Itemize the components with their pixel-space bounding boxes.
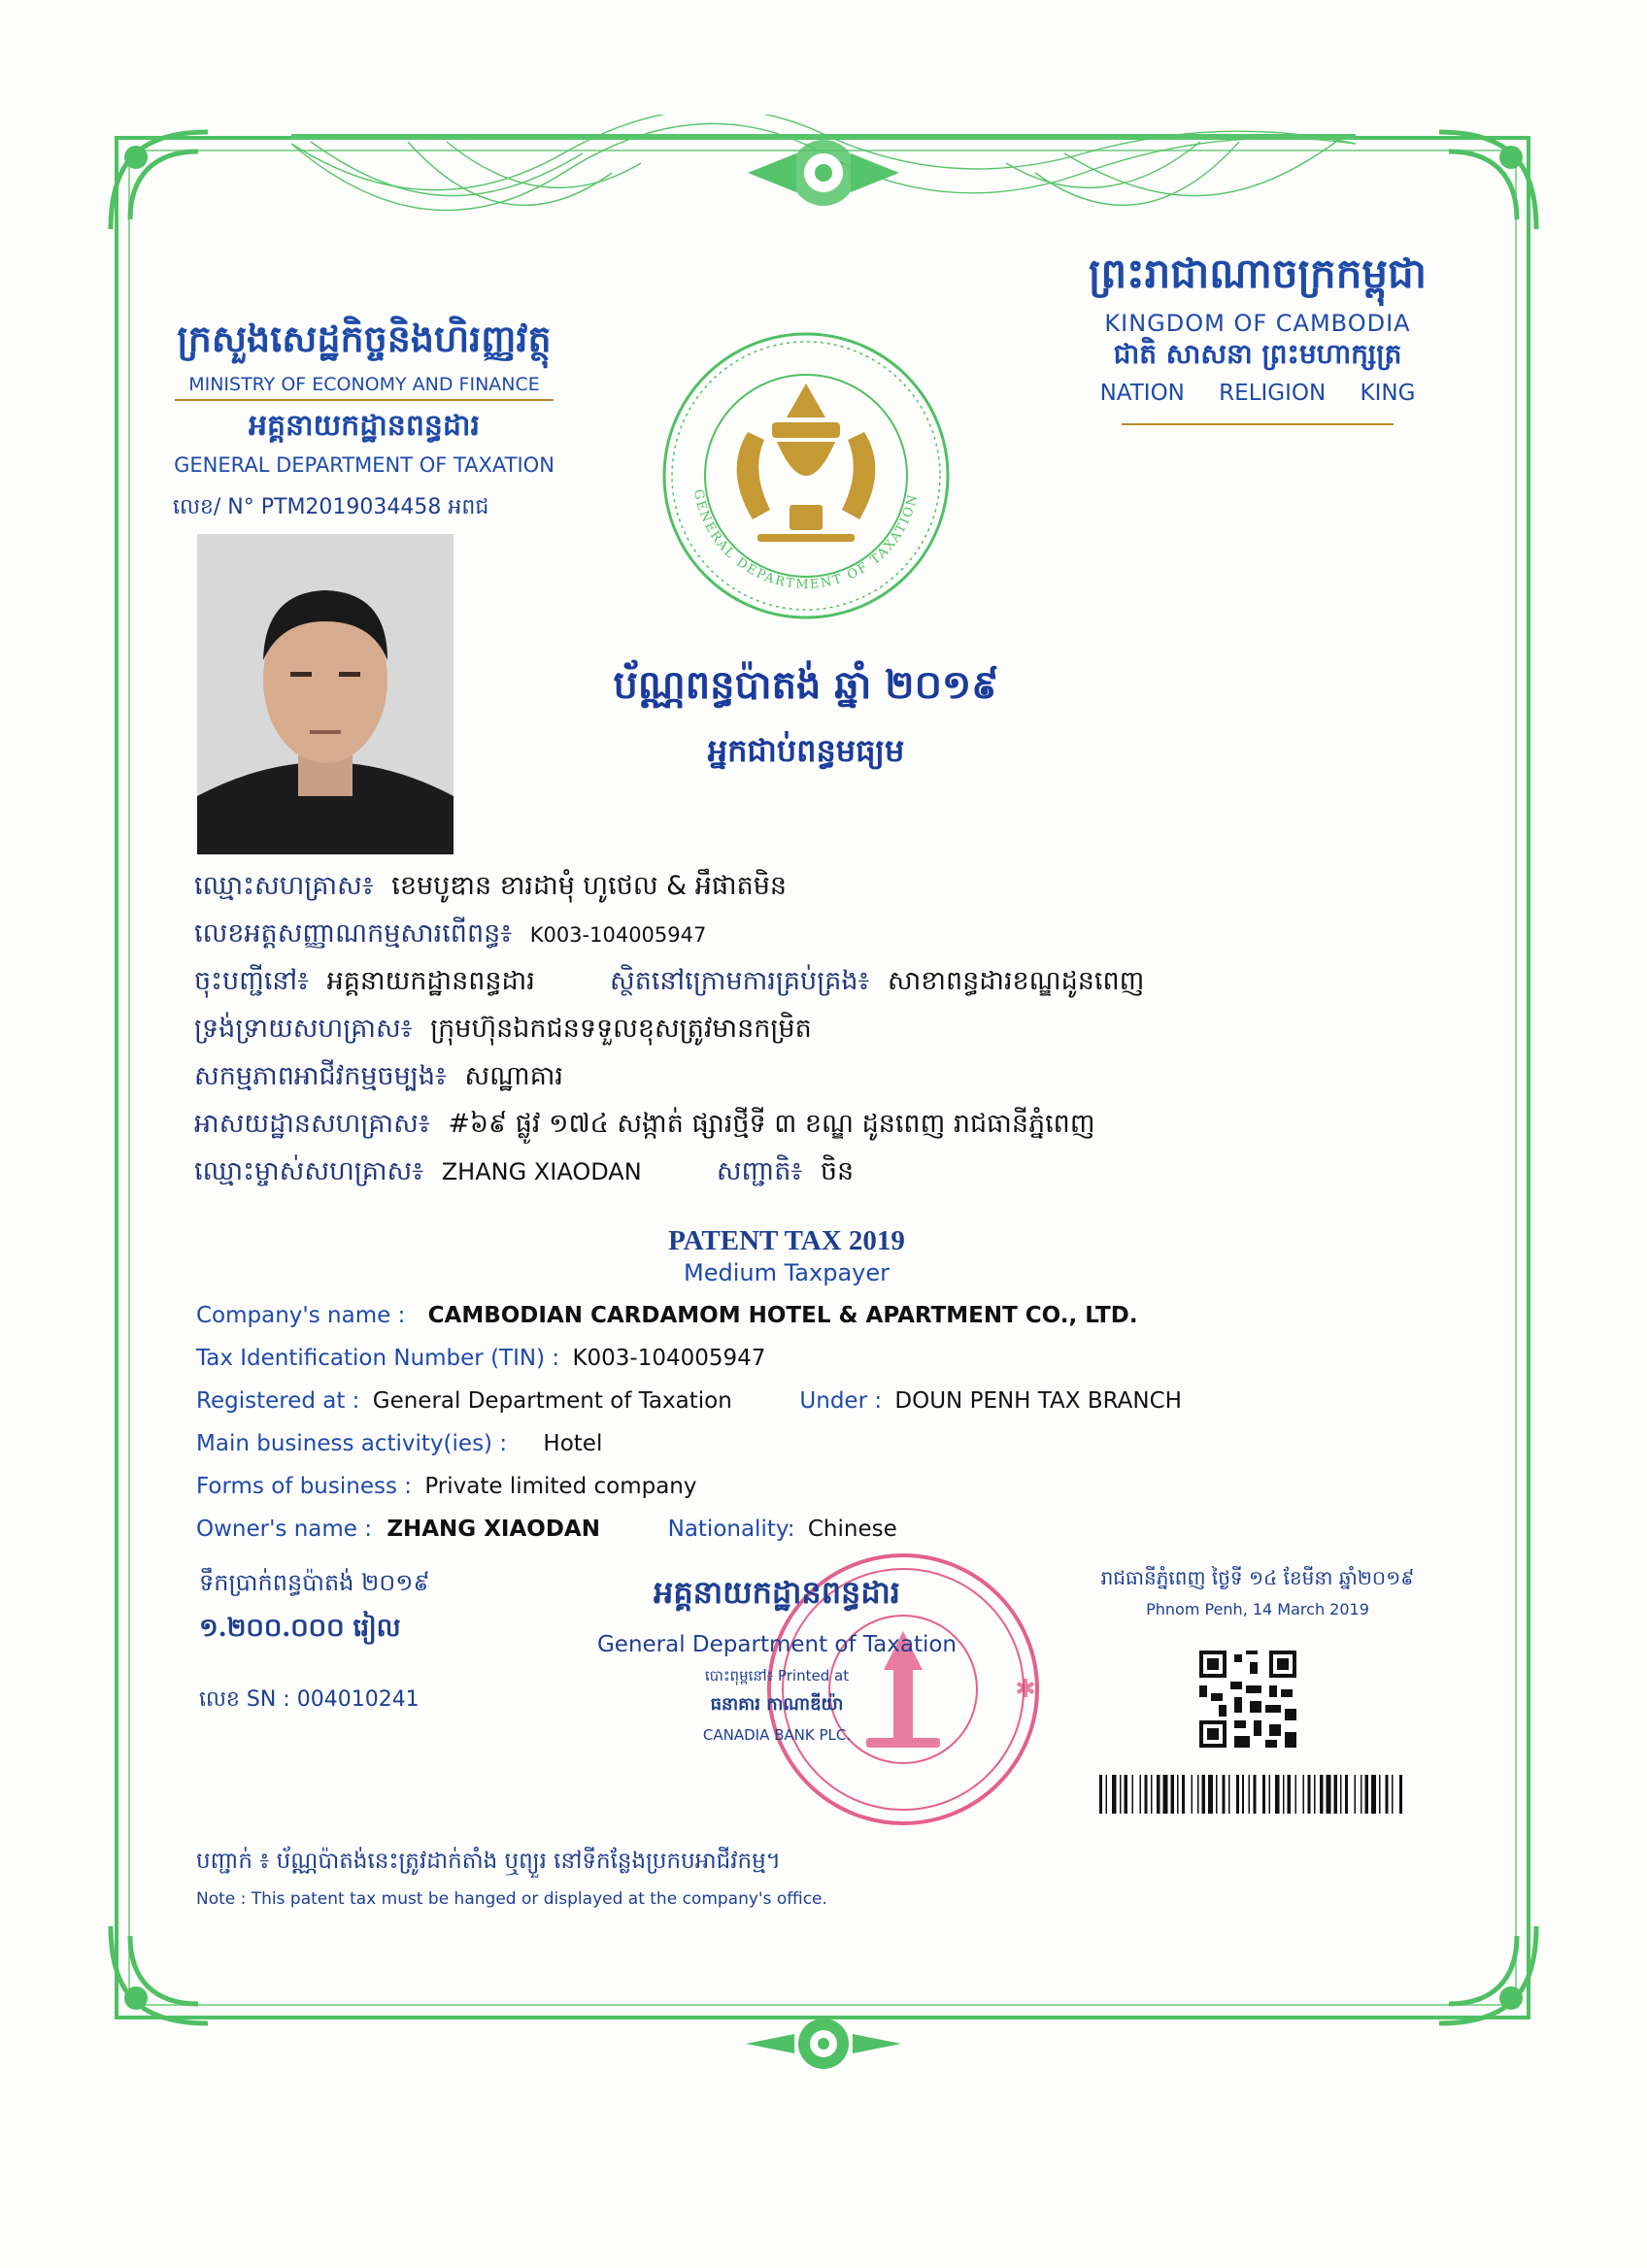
corner-ornament-bottom-right: [1429, 1917, 1546, 2033]
bottom-ornament: [726, 2000, 921, 2087]
place-date-block: [1063, 1565, 1452, 1618]
kh-owner-value: ZHANG XIAODAN: [441, 1158, 642, 1185]
title-kh-line2: អ្នកជាប់ពន្ធមធ្យម: [707, 732, 905, 769]
kh-address-value: #៦៩ ផ្លូវ ១៧៤ សង្កាត់ ផ្សារថ្មីទី ៣ ខណ្ឌ ដូនពេញ រាជធានីភ្នំពេញ: [448, 1109, 1095, 1139]
kh-row-tin: [194, 910, 1437, 957]
kh-row-activity: [194, 1052, 1437, 1100]
en-row-tin: [196, 1337, 1439, 1380]
en-company-label: Company's name :: [196, 1303, 406, 1328]
en-registered-value: General Department of Taxation: [372, 1388, 732, 1414]
kingdom-name-kh: ព្រះរាជាណាចក្រកម្ពុជា: [1088, 250, 1428, 297]
kh-activity-label: សកម្មភាពអាជីវកម្មចម្បង៖: [194, 1061, 447, 1091]
ministry-name-en: MINISTRY OF ECONOMY AND FINANCE: [188, 374, 540, 395]
title-en-line2: Medium Taxpayer: [684, 1259, 890, 1286]
en-activity-label: Main business activity(ies) :: [196, 1431, 508, 1456]
department-name-kh: អគ្គនាយកដ្ឋានពន្ធដារ: [248, 409, 481, 443]
title-kh-line1: ប័ណ្ណពន្ធប៉ាតង់ ឆ្នាំ ២០១៩: [613, 662, 999, 708]
kh-address-label: អាសយដ្ឋានសហគ្រាស៖: [194, 1109, 430, 1139]
kh-registered-label: ចុះបញ្ជីនៅ៖: [194, 966, 309, 996]
kh-nationality-value: ចិន: [820, 1156, 855, 1186]
barcode: [1097, 1775, 1404, 1814]
motto-kh: ជាតិ សាសនា ព្រះមហាក្សត្រ: [1113, 338, 1402, 370]
title-kh: [505, 660, 1107, 777]
en-under-value: DOUN PENH TAX BRANCH: [894, 1388, 1182, 1414]
ministry-header: [155, 316, 573, 477]
svg-text:✱: ✱: [1015, 1675, 1036, 1704]
issuing-department: [592, 1573, 961, 1744]
seal-ring-text: GENERAL DEPARTMENT OF TAXATION: [689, 487, 922, 592]
serial-number: លេខ SN : 004010241: [199, 1687, 420, 1712]
owner-photo: [197, 534, 454, 854]
en-under-label: Under :: [799, 1388, 883, 1414]
details-en: [196, 1294, 1439, 1551]
en-form-value: Private limited company: [424, 1474, 697, 1499]
motto-en: NATION RELIGION KING: [1099, 381, 1416, 406]
kingdom-name-en: KINGDOM OF CAMBODIA: [1104, 310, 1411, 337]
en-registered-label: Registered at :: [196, 1388, 360, 1414]
kh-form-label: ទ្រង់ទ្រាយសហគ្រាស៖: [194, 1014, 413, 1044]
printer-bank-kh: ធនាគារ កាណាឌីយ៉ា: [710, 1694, 844, 1715]
kh-row-form: [194, 1005, 1437, 1052]
note-en: Note : This patent tax must be hanged or displayed at the company's office.: [196, 1889, 827, 1909]
en-company-value: CAMBODIAN CARDAMOM HOTEL & APARTMENT CO., LTD.: [427, 1303, 1138, 1328]
ministry-divider: [175, 399, 554, 401]
en-row-activity: [196, 1422, 1439, 1465]
en-activity-value: Hotel: [543, 1431, 603, 1456]
corner-ornament-bottom-left: [101, 1917, 218, 2033]
qr-code: [1199, 1651, 1296, 1748]
printer-bank-en: CANADIA BANK PLC.: [702, 1726, 852, 1744]
place-date-en: Phnom Penh, 14 March 2019: [1146, 1600, 1369, 1618]
title-en: [544, 1225, 1029, 1286]
kingdom-header: [1063, 248, 1452, 425]
kh-registered-value: អគ្គនាយកដ្ឋានពន្ធដារ: [326, 966, 535, 996]
en-row-company: [196, 1294, 1439, 1337]
en-owner-value: ZHANG XIAODAN: [387, 1517, 600, 1542]
kh-form-value: ក្រុមហ៊ុនឯកជនទទួលខុសត្រូវមានកម្រិត: [430, 1014, 812, 1044]
kingdom-divider: [1122, 423, 1394, 425]
kh-owner-label: ឈ្មោះម្ចាស់សហគ្រាស៖: [194, 1156, 424, 1186]
en-tin-value: K003-104005947: [572, 1346, 766, 1371]
tax-amount-block: [199, 1568, 429, 1717]
issuing-department-en: General Department of Taxation: [596, 1632, 958, 1657]
kh-row-registered: [194, 957, 1437, 1005]
kh-under-label: ស្ថិតនៅក្រោមការគ្រប់គ្រង៖: [610, 966, 870, 996]
en-row-registered: [196, 1380, 1439, 1422]
details-kh: [194, 862, 1437, 1195]
kh-activity-value: សណ្ឋាគារ: [464, 1061, 563, 1091]
guilloche-ornament: [291, 115, 1356, 260]
kh-tin-value: K003-104005947: [529, 923, 707, 947]
tax-amount-value: ១.២០០.០០០ រៀល: [199, 1614, 401, 1643]
display-note: [196, 1848, 827, 1909]
ministry-name-kh: ក្រសួងសេដ្ឋកិច្ចនិងហិរញ្ញវត្ថុ: [177, 317, 552, 360]
kh-nationality-label: សញ្ជាតិ៖: [716, 1156, 803, 1186]
en-row-form: [196, 1465, 1439, 1508]
en-form-label: Forms of business :: [196, 1474, 413, 1499]
taxation-seal-emblem: [655, 325, 957, 626]
printed-at-label: បោះពុម្ពនៅ៖ Printed at: [704, 1667, 850, 1684]
en-nationality-value: Chinese: [807, 1517, 897, 1542]
kh-tin-label: លេខអត្តសញ្ញាណកម្មសារពើពន្ធ៖: [194, 918, 513, 949]
document-number: លេខ/ N° PTM2019034458 អពជ: [173, 495, 489, 519]
place-date-kh: រាជធានីភ្នំពេញ ថ្ងៃទី ១៤ ខែមីនា ឆ្នាំ២០១៩: [1100, 1566, 1415, 1589]
kh-company-value: ខេមបូឌាន ខារដាមុំ ហូថេល & អឹផាតមិន: [391, 871, 788, 901]
department-name-en: GENERAL DEPARTMENT OF TAXATION: [174, 453, 555, 477]
issuing-department-kh: អគ្គនាយកដ្ឋានពន្ធដារ: [654, 1574, 900, 1611]
corner-ornament-top-right: [1429, 122, 1546, 239]
note-kh: បញ្ជាក់ ៖ ប័ណ្ណប៉ាតង់នេះត្រូវដាក់តាំង ឬព្យួរ នៅទីកន្លែងប្រកបអាជីវកម្ម។: [196, 1849, 781, 1874]
en-tin-label: Tax Identification Number (TIN) :: [196, 1346, 560, 1371]
en-owner-label: Owner's name :: [196, 1517, 373, 1542]
tax-amount-label: ទឹកប្រាក់ពន្ធប៉ាតង់ ២០១៩: [199, 1569, 430, 1596]
title-en-line1: PATENT TAX 2019: [668, 1225, 905, 1256]
kh-under-value: សាខាពន្ធដារខណ្ឌដូនពេញ: [887, 966, 1145, 996]
kh-company-label: ឈ្មោះសហគ្រាស៖: [194, 871, 374, 901]
kh-row-owner: [194, 1148, 1437, 1195]
kh-row-address: [194, 1100, 1437, 1148]
corner-ornament-top-left: [101, 122, 218, 239]
kh-row-company: [194, 862, 1437, 910]
en-nationality-label: Nationality:: [667, 1517, 795, 1542]
